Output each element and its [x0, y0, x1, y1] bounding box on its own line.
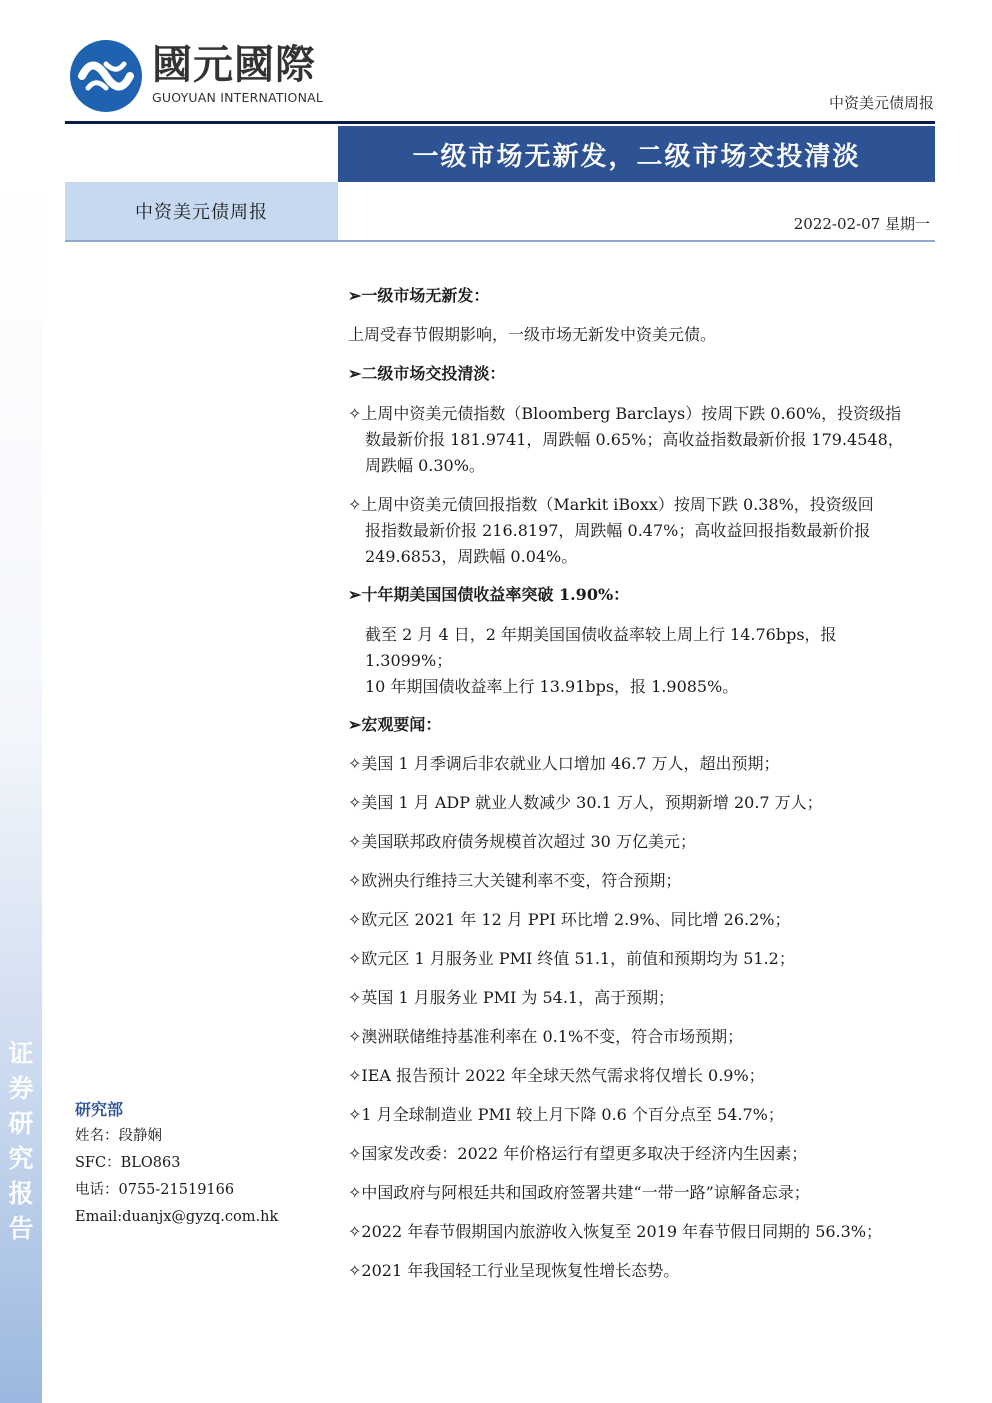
side-label-char: 究 — [8, 1144, 34, 1173]
bullet-line: 报指数最新价报 216.8197，周跌幅 0.47%；高收益回报指数最新价报 — [365, 521, 871, 540]
section-heading: ➢二级市场交投清淡： — [348, 364, 506, 383]
news-item: ✧国家发改委：2022 年价格运行有望更多取决于经济内生因素； — [348, 1144, 808, 1163]
bullet-line: 数最新价报 181.9741，周跌幅 0.65%；高收益指数最新价报 179.4548， — [365, 430, 904, 449]
section-heading: ➢十年期美国国债收益率突破 1.90%： — [348, 585, 630, 604]
side-label-char: 告 — [8, 1214, 34, 1243]
bullet-line: ✧上周中资美元债指数（Bloomberg Barclays）按周下跌 0.60%，投资级指 — [348, 404, 902, 423]
analyst-email: Email:duanjx@gyzq.com.hk — [75, 1209, 279, 1225]
title-banner — [338, 126, 935, 182]
side-label — [6, 1036, 36, 1246]
section-text: 上周受春节假期影响，一级市场无新发中资美元债。 — [348, 325, 717, 344]
news-item: ✧2022 年春节假期国内旅游收入恢复至 2019 年春节假日同期的 56.3%； — [348, 1222, 883, 1241]
date-divider — [65, 240, 935, 242]
company-logo — [68, 38, 336, 114]
news-item: ✧英国 1 月服务业 PMI 为 54.1，高于预期； — [348, 988, 675, 1007]
news-item: ✧中国政府与阿根廷共和国政府签署共建“一带一路”谅解备忘录； — [348, 1183, 810, 1202]
news-item: ✧美国联邦政府债务规模首次超过 30 万亿美元； — [348, 832, 696, 851]
news-item: ✧IEA 报告预计 2022 年全球天然气需求将仅增长 0.9%； — [348, 1066, 765, 1085]
page-title: 一级市场无新发，二级市场交投清淡 — [412, 141, 861, 172]
bullet-line: ✧上周中资美元债回报指数（Markit iBoxx）按周下跌 0.38%，投资级回 — [348, 495, 874, 514]
index-bullet — [348, 401, 928, 479]
bullet-line: 周跌幅 0.30%。 — [365, 456, 485, 475]
side-label-char: 报 — [8, 1179, 34, 1208]
index-bullet — [348, 492, 928, 570]
logo-mark-icon — [68, 38, 144, 114]
treasury-paragraph — [348, 622, 928, 700]
paragraph-line: 10 年期国债收益率上行 13.91bps，报 1.9085%。 — [365, 677, 739, 696]
report-date: 2022-02-07 星期一 — [793, 215, 930, 233]
sub-label-box — [65, 182, 338, 240]
report-type-header: 中资美元债周报 — [828, 94, 934, 112]
news-item: ✧欧元区 1 月服务业 PMI 终值 51.1，前值和预期均为 51.2； — [348, 949, 795, 968]
analyst-name: 姓名：段静娴 — [75, 1128, 162, 1144]
news-item: ✧美国 1 月 ADP 就业人数减少 30.1 万人，预期新增 20.7 万人； — [348, 793, 823, 812]
bullet-line: 249.6853，周跌幅 0.04%。 — [365, 547, 578, 566]
section-heading: ➢一级市场无新发： — [348, 286, 490, 305]
news-item: ✧欧洲央行维持三大关键利率不变，符合预期； — [348, 871, 682, 890]
logo-english-name: GUOYUAN INTERNATIONAL — [152, 90, 324, 105]
paragraph-line: 截至 2 月 4 日，2 年期美国国债收益率较上周上行 14.76bps，报 1.3099%； — [365, 625, 837, 670]
news-item: ✧美国 1 月季调后非农就业人口增加 46.7 万人，超出预期； — [348, 754, 780, 773]
news-item: ✧2021 年我国轻工行业呈现恢复性增长态势。 — [348, 1261, 680, 1280]
logo-chinese-name: 國元國際 — [152, 42, 316, 88]
news-item: ✧澳洲联储维持基准利率在 0.1%不变，符合市场预期； — [348, 1027, 744, 1046]
side-label-char: 研 — [8, 1109, 34, 1138]
news-item: ✧1 月全球制造业 PMI 较上月下降 0.6 个百分点至 54.7%； — [348, 1105, 784, 1124]
analyst-phone: 电话：0755-21519166 — [75, 1182, 235, 1198]
analyst-sfc: SFC：BLO863 — [75, 1155, 181, 1171]
side-label-char: 券 — [8, 1074, 34, 1103]
department-label: 研究部 — [75, 1100, 124, 1119]
side-label-char: 证 — [8, 1039, 34, 1068]
analyst-contact — [75, 1096, 278, 1231]
news-item: ✧欧元区 2021 年 12 月 PPI 环比增 2.9%、同比增 26.2%； — [348, 910, 791, 929]
sub-label: 中资美元债周报 — [135, 202, 268, 223]
main-content — [348, 284, 928, 1298]
header-divider — [65, 121, 935, 124]
section-heading: ➢宏观要闻： — [348, 715, 442, 734]
